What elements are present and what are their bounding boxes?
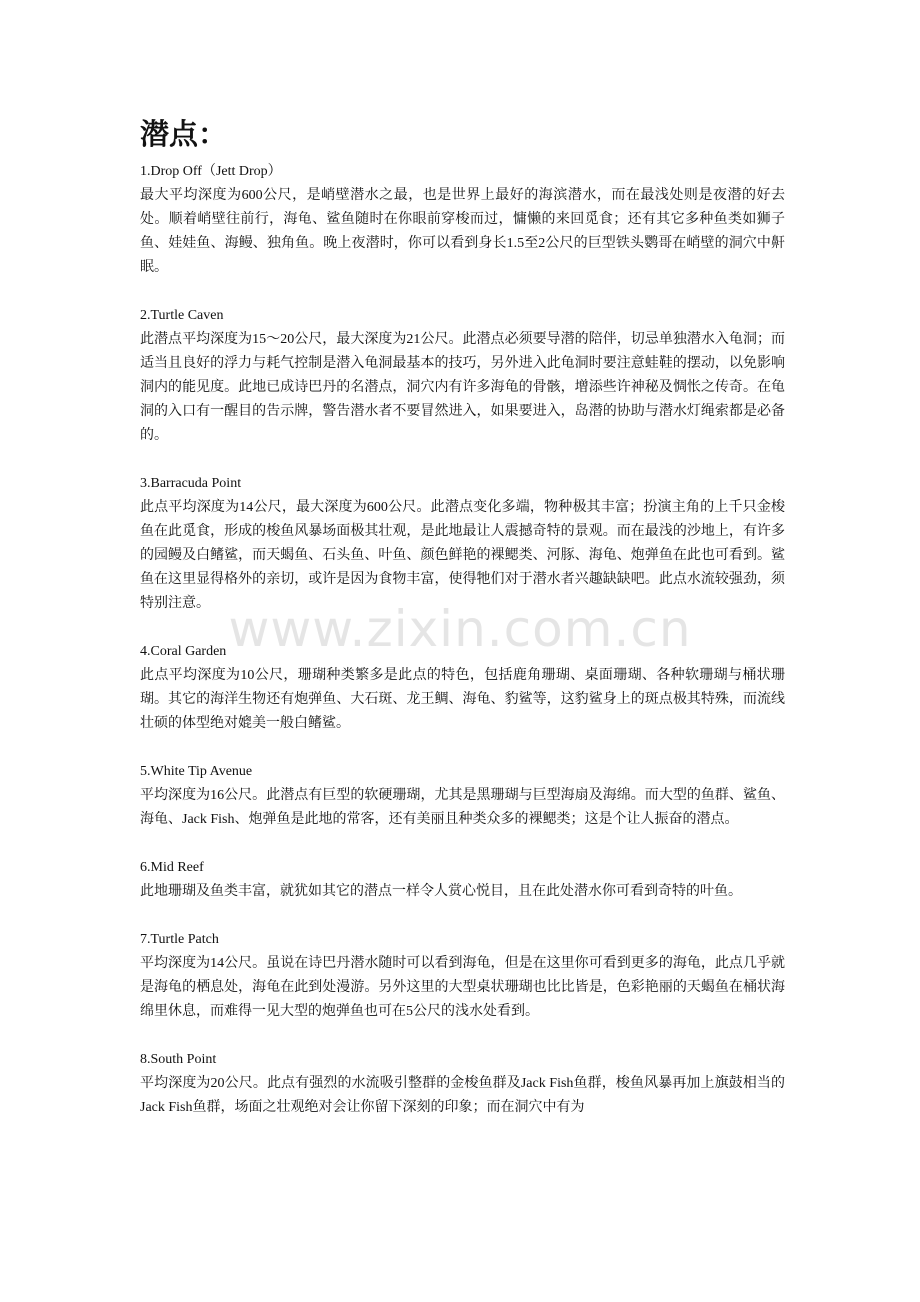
section-heading: 6.Mid Reef — [140, 860, 204, 875]
section-body: 此点平均深度为14公尺，最大深度为600公尺。此潜点变化多端，物种极其丰富；扮演主角的上千只金梭鱼在此觅食，形成的梭鱼风暴场面极其壮观，是此地最让人震撼奇特的景观。而在最浅的沙地上，有许多的园鳗及白鳍鲨，而天蝎鱼、石头鱼、叶鱼、颜色鲜艳的裸鳃类、河豚、海龟、炮弹鱼在此也可看到。鲨鱼在这里显得格外的亲切，或许是因为食物丰富，使得牠们对于潜水者兴趣缺缺吧。此点水流较强劲，须特别注意。 — [140, 500, 785, 611]
dive-site-section-5 — [140, 760, 785, 832]
section-heading: 3.Barracuda Point — [140, 476, 242, 491]
watermark: www.zixin.com.cn — [228, 600, 692, 658]
section-body: 此潜点平均深度为15～20公尺，最大深度为21公尺。此潜点必须要导潜的陪伴，切忌单独潜水入龟洞；而适当且良好的浮力与耗气控制是潜入龟洞最基本的技巧，另外进入此龟洞时要注意蛙鞋的摆动，以免影响洞内的能见度。此地已成诗巴丹的名潜点，洞穴内有许多海龟的骨骸，增添些许神秘及惆怅之传奇。在龟洞的入口有一醒目的告示牌，警告潜水者不要冒然进入，如果要进入，岛潜的协助与潜水灯绳索都是必备的。 — [140, 332, 785, 443]
dive-site-section-1 — [140, 160, 785, 280]
section-heading: 1.Drop Off（Jett Drop） — [140, 164, 282, 179]
dive-site-section-6 — [140, 856, 785, 904]
page-title: 潜点： — [140, 117, 228, 151]
document-page — [140, 112, 785, 1144]
section-body: 此点平均深度为10公尺，珊瑚种类繁多是此点的特色，包括鹿角珊瑚、桌面珊瑚、各种软珊瑚与桶状珊瑚。其它的海洋生物还有炮弹鱼、大石斑、龙王鲷、海龟、豹鲨等，这豹鲨身上的斑点极其特殊，而流线壮硕的体型绝对媲美一般白鳍鲨。 — [140, 668, 785, 731]
dive-site-section-7 — [140, 928, 785, 1024]
section-body: 平均深度为20公尺。此点有强烈的水流吸引整群的金梭鱼群及Jack Fish鱼群，梭鱼风暴再加上旗鼓相当的Jack Fish鱼群，场面之壮观绝对会让你留下深刻的印象；而在洞穴中有为 — [140, 1076, 785, 1115]
dive-site-section-4 — [140, 640, 785, 736]
section-body: 平均深度为16公尺。此潜点有巨型的软硬珊瑚，尤其是黑珊瑚与巨型海扇及海绵。而大型的鱼群、鲨鱼、海龟、Jack Fish、炮弹鱼是此地的常客，还有美丽且种类众多的裸鳃类；这是个让人振奋的潜点。 — [140, 788, 785, 827]
section-heading: 7.Turtle Patch — [140, 932, 219, 947]
section-body: 最大平均深度为600公尺，是峭壁潜水之最，也是世界上最好的海滨潜水，而在最浅处则是夜潜的好去处。顺着峭壁往前行，海龟、鲨鱼随时在你眼前穿梭而过，慵懒的来回觅食；还有其它多种鱼类如狮子鱼、娃娃鱼、海鳗、独角鱼。晚上夜潜时，你可以看到身长1.5至2公尺的巨型铁头鹦哥在峭壁的洞穴中鼾眠。 — [140, 188, 785, 275]
section-heading: 2.Turtle Caven — [140, 308, 224, 323]
dive-site-section-8 — [140, 1048, 785, 1120]
section-heading: 5.White Tip Avenue — [140, 764, 253, 779]
section-heading: 8.South Point — [140, 1052, 217, 1067]
section-heading: 4.Coral Garden — [140, 644, 227, 659]
section-body: 平均深度为14公尺。虽说在诗巴丹潜水随时可以看到海龟，但是在这里你可看到更多的海龟，此点几乎就是海龟的栖息处，海龟在此到处漫游。另外这里的大型桌状珊瑚也比比皆是，色彩艳丽的天蝎鱼在桶状海绵里休息，而难得一见大型的炮弹鱼也可在5公尺的浅水处看到。 — [140, 956, 785, 1019]
section-body: 此地珊瑚及鱼类丰富，就犹如其它的潜点一样令人赏心悦目，且在此处潜水你可看到奇特的叶鱼。 — [140, 884, 742, 899]
dive-site-section-3 — [140, 472, 785, 616]
dive-site-section-2 — [140, 304, 785, 448]
